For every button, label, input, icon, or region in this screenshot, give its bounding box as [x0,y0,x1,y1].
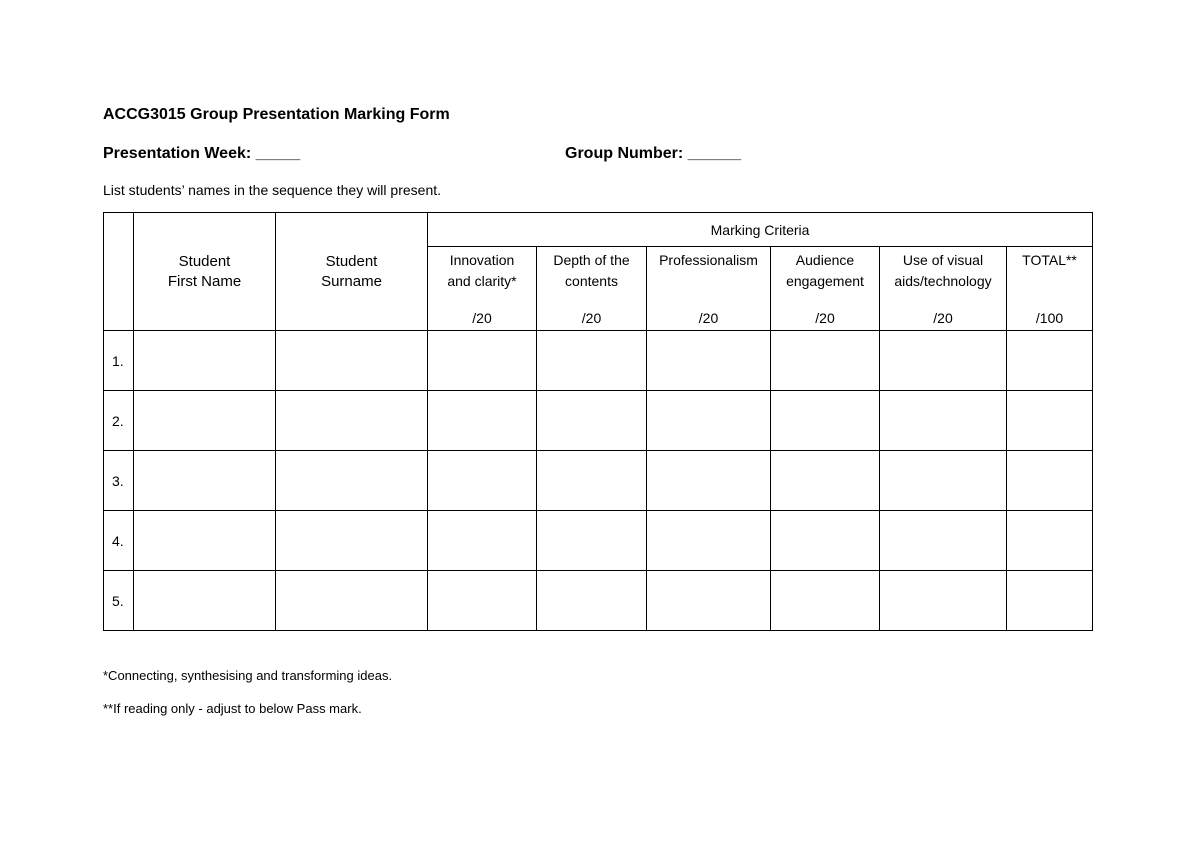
score-cell[interactable] [647,331,771,391]
total-cell[interactable] [1007,451,1093,511]
criterion-max-score: /20 [933,310,953,326]
criterion-name-line1: Depth of the [553,252,630,268]
total-cell[interactable] [1007,331,1093,391]
instruction-text: List students’ names in the sequence they will present. [103,182,442,198]
score-cell[interactable] [880,451,1007,511]
criterion-name-line1: Audience [795,252,855,268]
criterion-max-score: /100 [1035,310,1064,326]
form-title: ACCG3015 Group Presentation Marking Form [103,106,450,123]
score-cell[interactable] [537,511,647,571]
criterion-name-line1: Innovation [449,252,515,268]
criterion-name-line1: Professionalism [659,252,758,268]
score-cell[interactable] [537,451,647,511]
criterion-name-line1: TOTAL** [1022,252,1077,268]
table-row [104,451,1093,511]
first-name-header-line1: Student [178,252,231,270]
score-cell[interactable] [647,571,771,631]
group-number-label: Group Number: ______ [565,145,742,162]
criterion-max-score: /20 [698,310,719,326]
table-row [104,511,1093,571]
score-cell[interactable] [428,331,537,391]
first-name-cell[interactable] [134,391,276,451]
surname-header-line1: Student [325,252,378,270]
score-cell[interactable] [771,391,880,451]
first-name-cell[interactable] [134,451,276,511]
footnote-innovation: *Connecting, synthesising and transforming ideas. [103,668,393,683]
score-cell[interactable] [647,451,771,511]
row-number: 3. [104,451,134,511]
criterion-name-line2: aids/technology [894,273,992,289]
score-cell[interactable] [537,571,647,631]
score-cell[interactable] [537,391,647,451]
marking-criteria-header: Marking Criteria [428,213,1093,247]
surname-cell[interactable] [276,331,428,391]
criterion-visual-aids [880,247,1007,331]
row-number: 4. [104,511,134,571]
total-cell[interactable] [1007,391,1093,451]
criterion-name-line2: contents [565,273,618,289]
row-number: 5. [104,571,134,631]
score-cell[interactable] [428,571,537,631]
footnote-total: **If reading only - adjust to below Pass mark. [103,701,362,716]
total-cell[interactable] [1007,511,1093,571]
score-cell[interactable] [771,571,880,631]
criterion-name-line2: and clarity* [447,273,517,289]
surname-cell[interactable] [276,511,428,571]
score-cell[interactable] [428,451,537,511]
criterion-depth [537,247,647,331]
score-cell[interactable] [771,511,880,571]
criterion-innovation [428,247,537,331]
first-name-header [134,213,276,331]
total-cell[interactable] [1007,571,1093,631]
marking-table [103,212,1093,631]
criterion-name-line1: Use of visual [902,252,984,268]
first-name-header-line2: First Name [167,272,242,290]
row-number: 1. [104,331,134,391]
table-row [104,571,1093,631]
first-name-cell[interactable] [134,331,276,391]
surname-cell[interactable] [276,391,428,451]
score-cell[interactable] [771,331,880,391]
score-cell[interactable] [428,511,537,571]
criterion-max-score: /20 [815,310,835,326]
score-cell[interactable] [647,391,771,451]
score-cell[interactable] [880,391,1007,451]
surname-cell[interactable] [276,571,428,631]
score-cell[interactable] [880,571,1007,631]
surname-cell[interactable] [276,451,428,511]
criterion-professionalism [647,247,771,331]
presentation-week-label: Presentation Week: _____ [103,145,301,162]
row-number-header-cell [104,213,134,331]
row-number: 2. [104,391,134,451]
first-name-cell[interactable] [134,511,276,571]
surname-header [276,213,428,331]
score-cell[interactable] [880,331,1007,391]
criterion-name-line2: engagement [786,273,864,289]
criterion-total [1007,247,1093,331]
criterion-max-score: /20 [581,310,602,326]
table-row [104,391,1093,451]
score-cell[interactable] [771,451,880,511]
criterion-audience [771,247,880,331]
table-row [104,331,1093,391]
score-cell[interactable] [880,511,1007,571]
criterion-max-score: /20 [472,310,492,326]
score-cell[interactable] [647,511,771,571]
score-cell[interactable] [537,331,647,391]
first-name-cell[interactable] [134,571,276,631]
surname-header-line2: Surname [321,272,382,290]
score-cell[interactable] [428,391,537,451]
